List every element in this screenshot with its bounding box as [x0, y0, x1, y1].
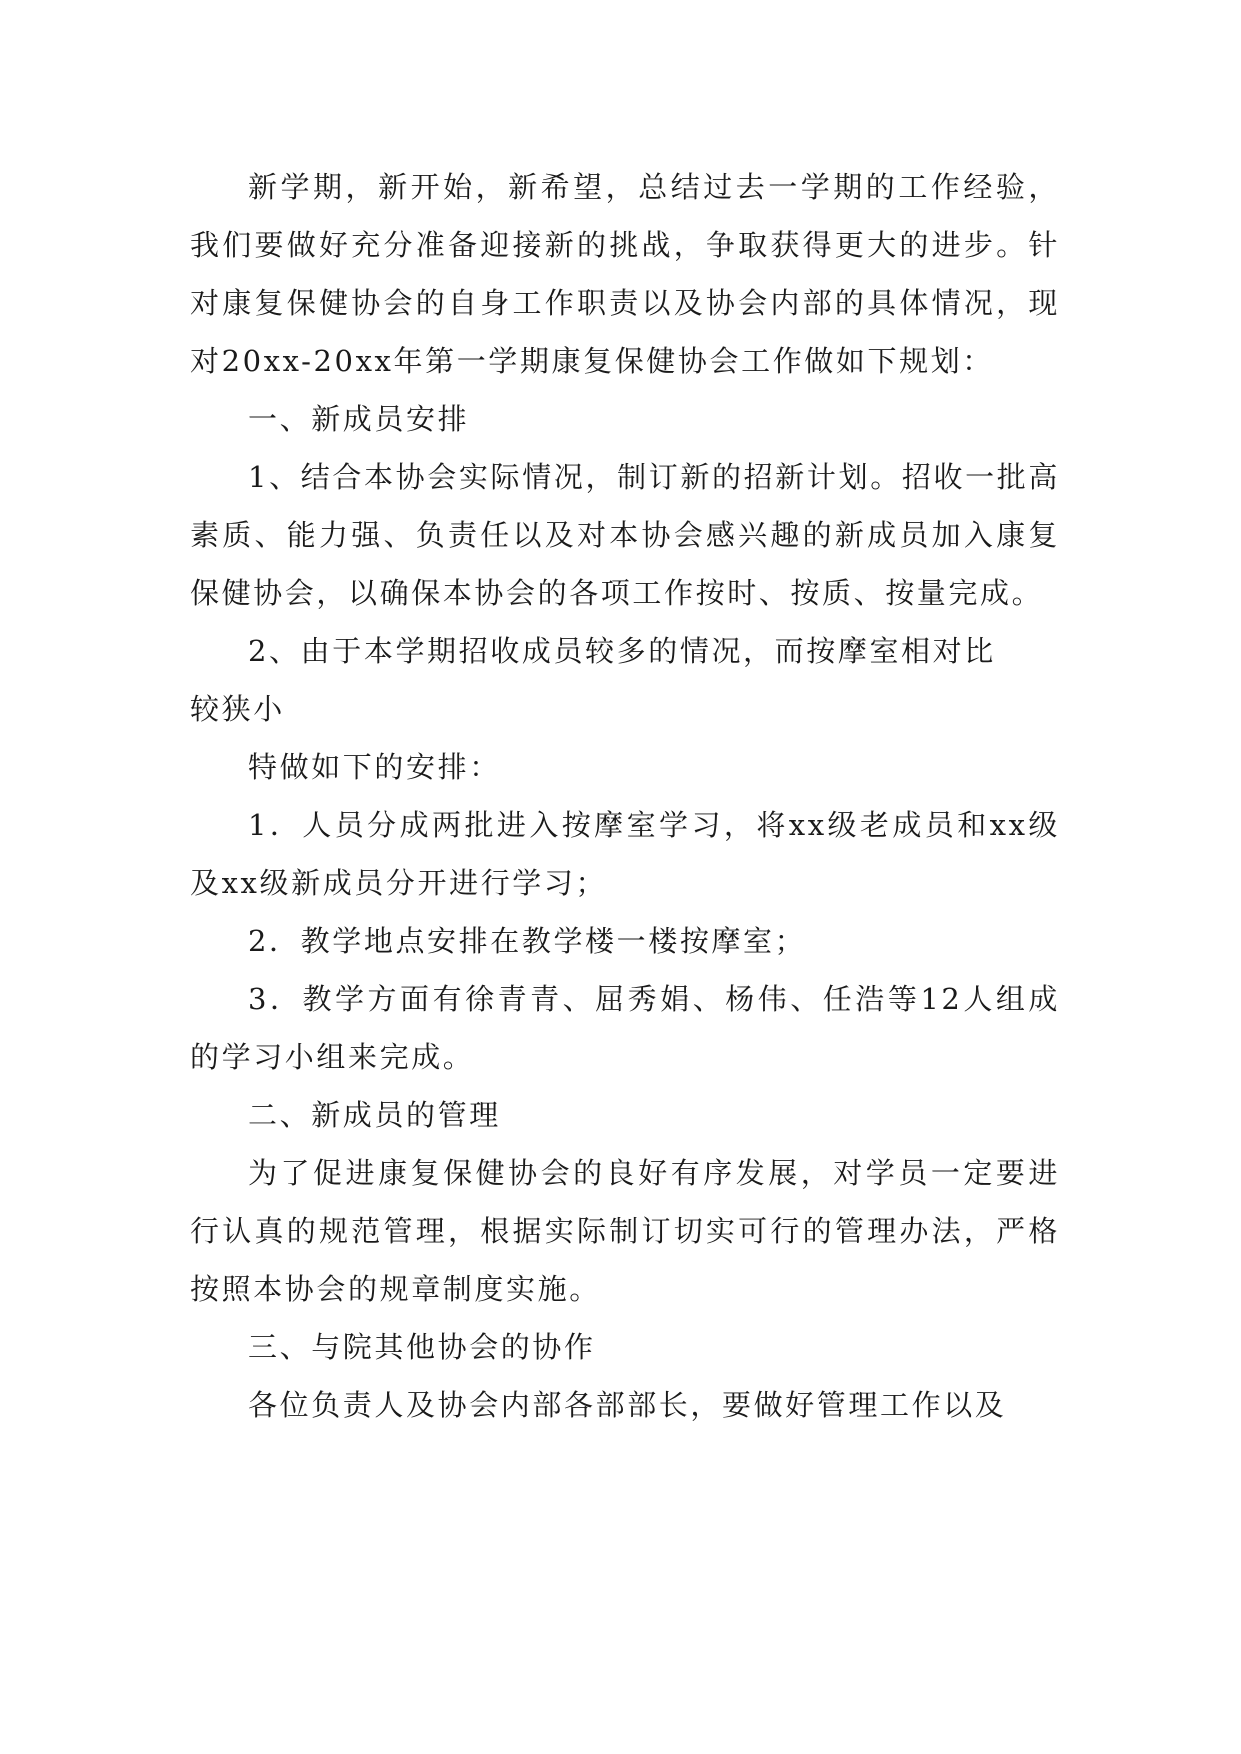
paragraph-management: 为了促进康复保健协会的良好有序发展，对学员一定要进行认真的规范管理，根据实际制订切实可行的管理办法，严格按照本协会的规章制度实施。: [190, 1156, 1060, 1306]
paragraph-room-constraint-continued: 较狭小: [190, 692, 285, 726]
paragraph-recruitment-plan: 1、结合本协会实际情况，制订新的招新计划。招收一批高素质、能力强、负责任以及对本协会感兴趣的新成员加入康复保健协会，以确保本协会的各项工作按时、按质、按量完成。: [190, 460, 1060, 610]
document-body: [190, 158, 1060, 1434]
paragraph-cooperation: 各位负责人及协会内部各部部长，要做好管理工作以及: [248, 1388, 1007, 1422]
list-item-arrangement-3: 3．教学方面有徐青青、屈秀娟、杨伟、任浩等12人组成的学习小组来完成。: [190, 982, 1060, 1074]
paragraph-room-constraint: 2、由于本学期招收成员较多的情况，而按摩室相对比: [248, 634, 996, 668]
section-heading-new-members: 一、新成员安排: [248, 402, 470, 436]
list-item-arrangement-1: 1．人员分成两批进入按摩室学习，将xx级老成员和xx级及xx级新成员分开进行学习；: [190, 808, 1060, 900]
intro-paragraph: 新学期，新开始，新希望，总结过去一学期的工作经验，我们要做好充分准备迎接新的挑战，争取获得更大的进步。针对康复保健协会的自身工作职责以及协会内部的具体情况，现对20xx-20xx年第一学期康复保健协会工作做如下规划：: [190, 170, 1060, 378]
paragraph-arrangement-intro: 特做如下的安排：: [248, 750, 501, 784]
section-heading-management: 二、新成员的管理: [248, 1098, 501, 1132]
list-item-arrangement-2: 2．教学地点安排在教学楼一楼按摩室；: [248, 924, 807, 958]
section-heading-cooperation: 三、与院其他协会的协作: [248, 1330, 596, 1364]
